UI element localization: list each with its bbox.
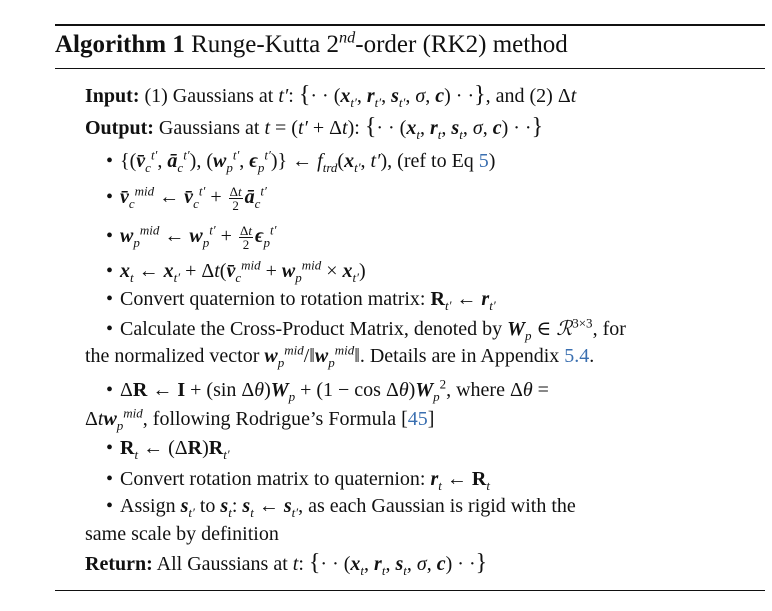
step-9: • Convert rotation matrix to quaternion: $r_t$ ← $R_t$ — [106, 468, 490, 493]
step-6-text1: Calculate the Cross-Product Matrix, denoted by — [120, 318, 503, 340]
input-label: Input: — [85, 85, 140, 107]
return-label: Return: — [85, 553, 153, 575]
step-3: • $w_p^{mid}$ ← $w_p^{t'}$ + $\frac{\Delta t}{2}$ $\epsilon_p^{t'}$ — [106, 222, 277, 252]
algorithm-title-prefix: Runge-Kutta 2 — [191, 31, 339, 58]
step-10a: • Assign $s_{t'}$ to $s_t$: $s_t$ ← $s_{t'}$, as each Gaussian is rigid with the — [106, 495, 576, 520]
step-2: • $v̄_c^{mid}$ ← $v̄_c^{t'}$ + $\frac{\Delta t}{2}$ $ā_c^{t'}$ — [106, 183, 267, 213]
step-10-text4: same scale by definition — [85, 523, 279, 545]
step-8: • $R_t$ ← $(\Delta R)R_{t'}$ — [106, 437, 230, 462]
top-rule — [55, 24, 765, 26]
return-line: Return: All Gaussians at t: {· · ($x_t$, $r_t$, $s_t$, σ, c) · ·} — [85, 550, 488, 578]
step-6-text2: , for — [592, 318, 626, 340]
step-5-text: Convert quaternion to rotation matrix: — [120, 288, 426, 310]
step-7-text1: , where — [446, 379, 505, 401]
step-7a: • ΔR ← I + (sin $\Delta\theta)W_p + (1 - \cos \Delta\theta)W_p^2$, where Δθ = — [106, 376, 549, 404]
step-6a: • Calculate the Cross-Product Matrix, denoted by $W_p$ ∈ ℛ$^{3\times 3}$, for — [106, 315, 626, 343]
appendix-5-4-link[interactable]: 5.4 — [564, 345, 590, 367]
step-10b — [85, 521, 279, 547]
bottom-rule — [55, 590, 765, 591]
step-10-text3: , as each Gaussian is rigid with the — [298, 495, 576, 517]
algorithm-title-sup: nd — [339, 28, 356, 47]
input-text2: , and (2) — [485, 85, 553, 107]
step-7-text2: , following Rodrigue’s Formula — [142, 408, 397, 430]
algorithm-title-suffix: -order (RK2) method — [355, 31, 568, 58]
step-1: • {($v̄_c^{t'}$, $ā_c^{t'}$), ($w_p^{t'}$, $\epsilon_p^{t'}$)} ← $f_{trd}(x_{t'}$, t′), (ref to Eq 5) — [106, 147, 496, 175]
step-10-text2: to — [199, 495, 216, 517]
step-9-text: Convert rotation matrix to quaternion: — [120, 468, 426, 490]
return-text: All Gaussians at — [156, 553, 288, 575]
step-5: • Convert quaternion to rotation matrix: $R_{t'}$ ← $r_{t'}$ — [106, 288, 496, 313]
output-text: Gaussians at — [158, 117, 260, 139]
step-6b: the normalized vector $w_p^{mid}/‖w_p^{mid}‖$. Details are in Appendix 5.4. — [85, 342, 595, 370]
output-line: Output: Gaussians at t = (t′ + Δt): {· · ($x_t$, $r_t$, $s_t$, σ, c) · ·} — [85, 114, 544, 142]
step-4: • $x_t$ ← $x_{t'}$ + $\Delta t(v̄_c^{mid} + w_p^{mid} \times x_{t'})$ — [106, 257, 366, 285]
step-6-text3: the normalized vector — [85, 345, 260, 367]
algorithm-label: Algorithm 1 — [55, 31, 185, 58]
title-rule — [55, 68, 765, 69]
step-10-text1: Assign — [120, 495, 176, 517]
step-1-ref: (ref to Eq — [397, 150, 474, 172]
ref-45-link[interactable]: 45 — [407, 408, 428, 430]
step-7b: Δtw$_p^{mid}$, following Rodrigue’s Formula [45] — [85, 405, 435, 433]
algorithm-title — [55, 28, 568, 59]
eq-5-link[interactable]: 5 — [478, 150, 489, 172]
output-label: Output: — [85, 117, 154, 139]
input-line: Input: (1) Gaussians at t′: {· · ($x_{t'}$, $r_{t'}$, $s_{t'}$, σ, c) · ·}, and (2) Δt — [85, 82, 577, 110]
step-6-text4: . Details are in Appendix — [359, 345, 560, 367]
input-text1: (1) Gaussians at — [144, 85, 274, 107]
